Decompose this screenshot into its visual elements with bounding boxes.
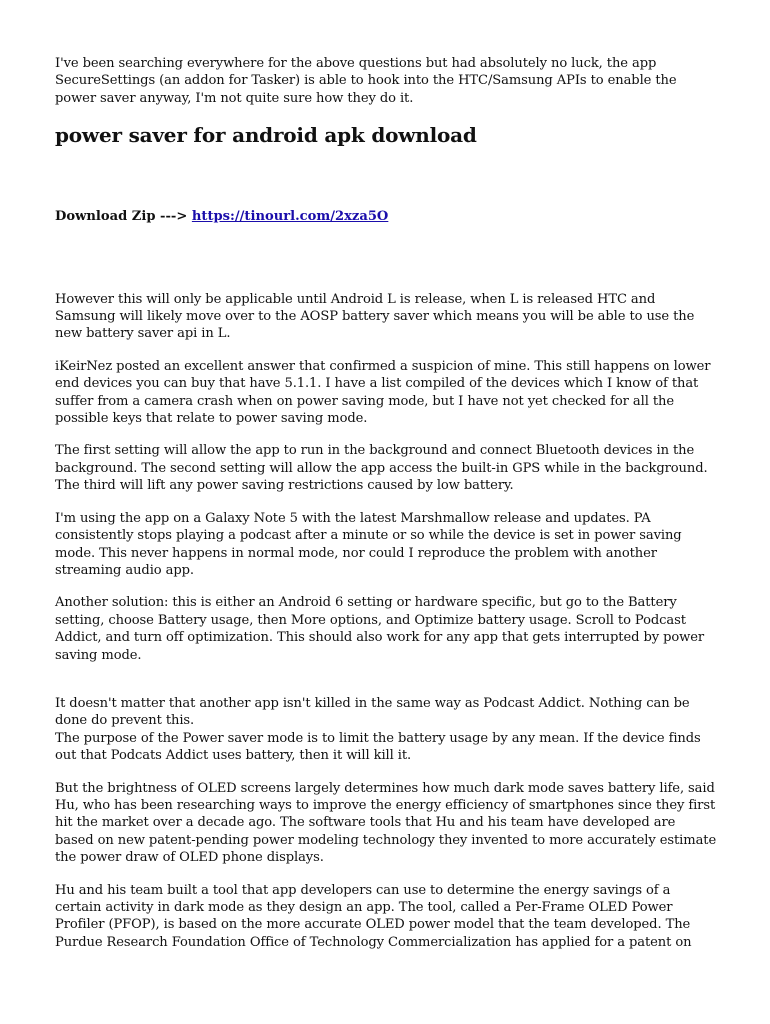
document-page <box>55 55 717 966</box>
paragraph-oled-brightness: But the brightness of OLED screens largely determines how much dark mode saves battery life, said Hu, who has been researching ways to improve the energy efficiency of smartphones since they first hit the market over a decade ago. The software tools that Hu and his team have developed are based on new patent-pending power modeling technology they invented to more accurately estimate the power draw of OLED phone displays. <box>55 780 717 866</box>
download-link[interactable]: https://tinourl.com/2xza5O <box>191 209 389 225</box>
download-line <box>55 208 717 225</box>
paragraph-android-l: However this will only be applicable until Android L is release, when L is released HTC and Samsung will likely move over to the AOSP battery saver which means you will be able to use the new battery saver api in L. <box>55 291 695 342</box>
page-title: power saver for android apk download <box>55 123 477 148</box>
intro-paragraph: I've been searching everywhere for the above questions but had absolutely no luck, the app SecureSettings (an addon for Tasker) is able to hook into the HTC/Samsung APIs to enable the power saver anyway, I'm not quite sure how they do it. <box>55 56 677 106</box>
paragraph-power-saver-purpose: The purpose of the Power saver mode is to limit the battery usage by any mean. If the device finds out that Podcats Addict uses battery, then it will kill it. <box>55 730 701 764</box>
paragraph-pfop-tool: Hu and his team built a tool that app developers can use to determine the energy savings of a certain activity in dark mode as they design an app. The tool, called a Per-Frame OLED Power Profiler (PFOP), is based on the more accurate OLED power model that the team developed. The Purdue Research Foundation Office of Technology Commercialization has applied for a patent on <box>55 882 692 950</box>
paragraph-galaxy-note: I'm using the app on a Galaxy Note 5 with the latest Marshmallow release and updates. PA consistently stops playing a podcast after a minute or so while the device is set in power saving mode. This never happens in normal mode, nor could I reproduce the problem with another streaming audio app. <box>55 510 682 578</box>
paragraph-another-solution: Another solution: this is either an Android 6 setting or hardware specific, but go to the Battery setting, choose Battery usage, then More options, and Optimize battery usage. Scroll to Podcast Addict, and turn off optimization. This should also work for any app that gets interrupted by power saving mode. <box>55 595 705 663</box>
paragraph-podcast-addict: It doesn't matter that another app isn't killed in the same way as Podcast Addict. Nothing can be done do prevent this. <box>55 695 690 729</box>
paragraph-ikeirnez: iKeirNez posted an excellent answer that confirmed a suspicion of mine. This still happens on lower end devices you can buy that have 5.1.1. I have a list compiled of the devices which I know of that suffer from a camera crash when on power saving mode, but I have not yet checked for all the possible keys that relate to power saving mode. <box>55 358 711 427</box>
download-label: Download Zip ---> <box>55 209 188 225</box>
article-body <box>55 291 717 952</box>
paragraph-first-setting: The first setting will allow the app to run in the background and connect Bluetooth devices in the background. The second setting will allow the app access the built-in GPS while in the background. The third will lift any power saving restrictions caused by low battery. <box>55 443 708 494</box>
